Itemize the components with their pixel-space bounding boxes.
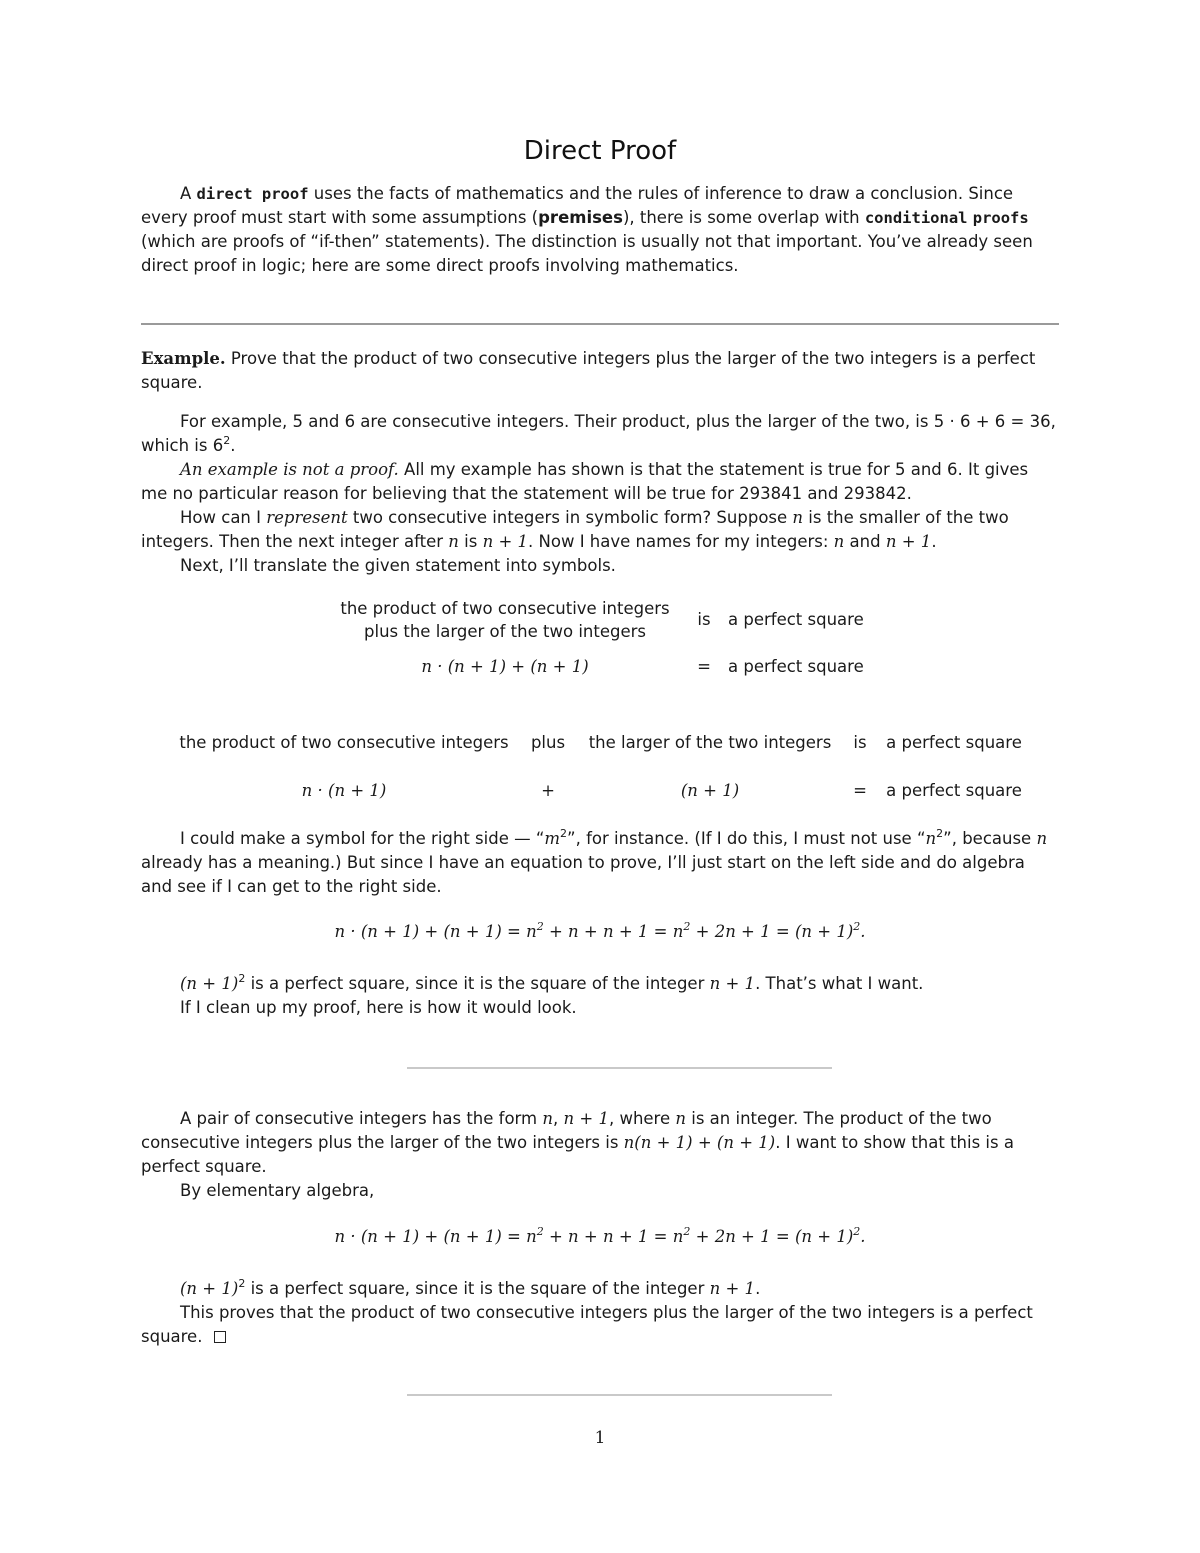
text: . Now I have names for my integers:: [528, 532, 834, 551]
math: .: [860, 1227, 866, 1246]
example-paragraph-1: [141, 410, 1059, 458]
page-title: Direct Proof: [523, 136, 677, 166]
page-number: 1: [594, 1428, 606, 1448]
superscript: 2: [536, 1225, 544, 1238]
math: n: [925, 829, 937, 848]
term-conditional: conditional: [864, 209, 968, 227]
proof-conclusion: [141, 1301, 1059, 1349]
superscript: 2: [536, 920, 544, 933]
text: and: [844, 532, 886, 551]
proof-start-divider: [407, 1067, 832, 1069]
text: .: [931, 532, 937, 551]
math: + n + n + 1 = n: [543, 922, 684, 941]
table2-col3: the larger of the two integers: [588, 733, 832, 752]
math: n: [448, 532, 459, 551]
table1-eq-left: n · (n + 1) + (n + 1): [421, 657, 589, 676]
math: m: [544, 829, 561, 848]
math: n + 1: [482, 532, 529, 551]
text: is a perfect square, since it is the square of the integer: [245, 1279, 710, 1298]
math: + 2n + 1 = (n + 1): [690, 922, 854, 941]
text: For example, 5 and 6 are consecutive integers. Their product, plus the larger of the two, is 5 · 6 + 6 = 36, which is 6: [141, 412, 1056, 455]
table2-eq-col5: a perfect square: [886, 781, 1022, 800]
proof-equation: [0, 1227, 1200, 1246]
text: already has a meaning.) But since I have an equation to prove, I’ll just start on the left side and do algebra and see if I can get to the right side.: [141, 853, 1025, 896]
term-proofs: proofs: [972, 209, 1029, 227]
math: n · (n + 1) + (n + 1) = n: [334, 922, 537, 941]
table1-eq-right: a perfect square: [728, 657, 864, 676]
table2-eq-col2: +: [541, 781, 555, 800]
math: n: [1036, 829, 1048, 848]
text: ,: [553, 1109, 564, 1128]
proof-end-divider: [407, 1394, 832, 1396]
example-statement: [141, 347, 1059, 395]
example-label: Example.: [141, 349, 226, 368]
proof-paragraph-2: By elementary algebra,: [180, 1181, 375, 1200]
text: ”, for instance. (If I do this, I must not use “: [567, 829, 926, 848]
math: .: [860, 922, 866, 941]
text: This proves that the product of two consecutive integers plus the larger of the two integers is a perfect square.: [141, 1303, 1033, 1346]
text: is the smaller of the two integers. Then the next integer after: [141, 508, 1009, 551]
table1-eq-mid: =: [697, 657, 711, 676]
math: (n + 1): [180, 1279, 239, 1298]
section-divider: [141, 323, 1059, 325]
math: n + 1: [709, 1279, 756, 1298]
math: n + 1: [709, 974, 756, 993]
table2-col2: plus: [530, 733, 566, 752]
example-paragraph-3: [141, 506, 1059, 554]
text: is a perfect square, since it is the square of the integer: [245, 974, 710, 993]
math: (n + 1): [180, 974, 239, 993]
proof-paragraph-3: [141, 1277, 1059, 1301]
display-equation: [0, 922, 1200, 941]
intro-paragraph: [141, 182, 1059, 278]
math: n + 1: [563, 1109, 609, 1128]
text: is: [458, 532, 483, 551]
qed-box-icon: [214, 1331, 226, 1343]
text: I could make a symbol for the right side — “: [180, 829, 545, 848]
cleanup-line: If I clean up my proof, here is how it would look.: [180, 998, 577, 1017]
text: All my example has shown is that the statement is true for 5 and 6. It gives me no particular reason for believing that the statement will be true for 293841 and 293842.: [141, 460, 1029, 503]
text: . I want to show that this is a perfect square.: [141, 1133, 1014, 1176]
after-equation-paragraph: [141, 972, 1059, 996]
term-direct-proof: direct proof: [196, 185, 309, 203]
math: n(n + 1) + (n + 1): [623, 1133, 776, 1152]
math: n · (n + 1) + (n + 1) = n: [334, 1227, 537, 1246]
term-premises: premises: [538, 208, 623, 227]
table1-right: a perfect square: [728, 610, 864, 629]
emphasis: represent: [266, 508, 348, 527]
table2-eq-col4: =: [853, 781, 867, 800]
text: .: [230, 436, 236, 455]
proof-paragraph-1: [141, 1107, 1059, 1179]
table1-left-line2: plus the larger of the two integers: [364, 622, 646, 641]
intro-text: ), there is some overlap with: [622, 208, 865, 227]
table2-col4: is: [853, 733, 867, 752]
table2-eq-col3: (n + 1): [680, 781, 740, 800]
superscript: 2: [683, 1225, 691, 1238]
superscript: 2: [853, 920, 861, 933]
text: is an integer. The product of the two consecutive integers plus the larger of the two integers is: [141, 1109, 992, 1152]
math: n: [542, 1109, 553, 1128]
math: n: [792, 508, 804, 527]
superscript: 2: [223, 434, 231, 447]
text: How can I: [180, 508, 267, 527]
table1-mid: is: [697, 610, 711, 629]
table1-left-line1: the product of two consecutive integers: [340, 599, 670, 618]
math: n + 1: [885, 532, 932, 551]
text: two consecutive integers in symbolic form? Suppose: [347, 508, 793, 527]
superscript: 2: [238, 1277, 246, 1290]
example-paragraph-2: [141, 458, 1059, 506]
superscript: 2: [683, 920, 691, 933]
math: + n + n + 1 = n: [543, 1227, 684, 1246]
example-text: Prove that the product of two consecutive integers plus the larger of the two integers is a perfect square.: [141, 349, 1036, 392]
emphasis: An example is not a proof.: [180, 460, 399, 479]
table2-col5: a perfect square: [886, 733, 1022, 752]
text: ”, because: [943, 829, 1037, 848]
math: + 2n + 1 = (n + 1): [690, 1227, 854, 1246]
superscript: 2: [560, 827, 568, 840]
text: . That’s what I want.: [755, 974, 924, 993]
text: , where: [608, 1109, 676, 1128]
text: A pair of consecutive integers has the form: [180, 1109, 543, 1128]
table2-col1: the product of two consecutive integers: [179, 733, 509, 752]
intro-text: A: [180, 184, 197, 203]
intro-text: uses the facts of mathematics and the rules of inference to draw a conclusion. Since every proof must start with some assumptions (: [141, 184, 1014, 227]
text: .: [755, 1279, 761, 1298]
table2-eq-col1: n · (n + 1): [301, 781, 387, 800]
example-paragraph-4: Next, I’ll translate the given statement into symbols.: [180, 556, 616, 575]
symbol-paragraph: [141, 827, 1059, 899]
math: n: [675, 1109, 687, 1128]
superscript: 2: [936, 827, 944, 840]
superscript: 2: [853, 1225, 861, 1238]
superscript: 2: [238, 972, 246, 985]
intro-text: (which are proofs of “if-then” statements). The distinction is usually not that important. You’ve already seen direct proof in logic; here are some direct proofs involving mathematics.: [141, 232, 1033, 275]
math: n: [833, 532, 845, 551]
